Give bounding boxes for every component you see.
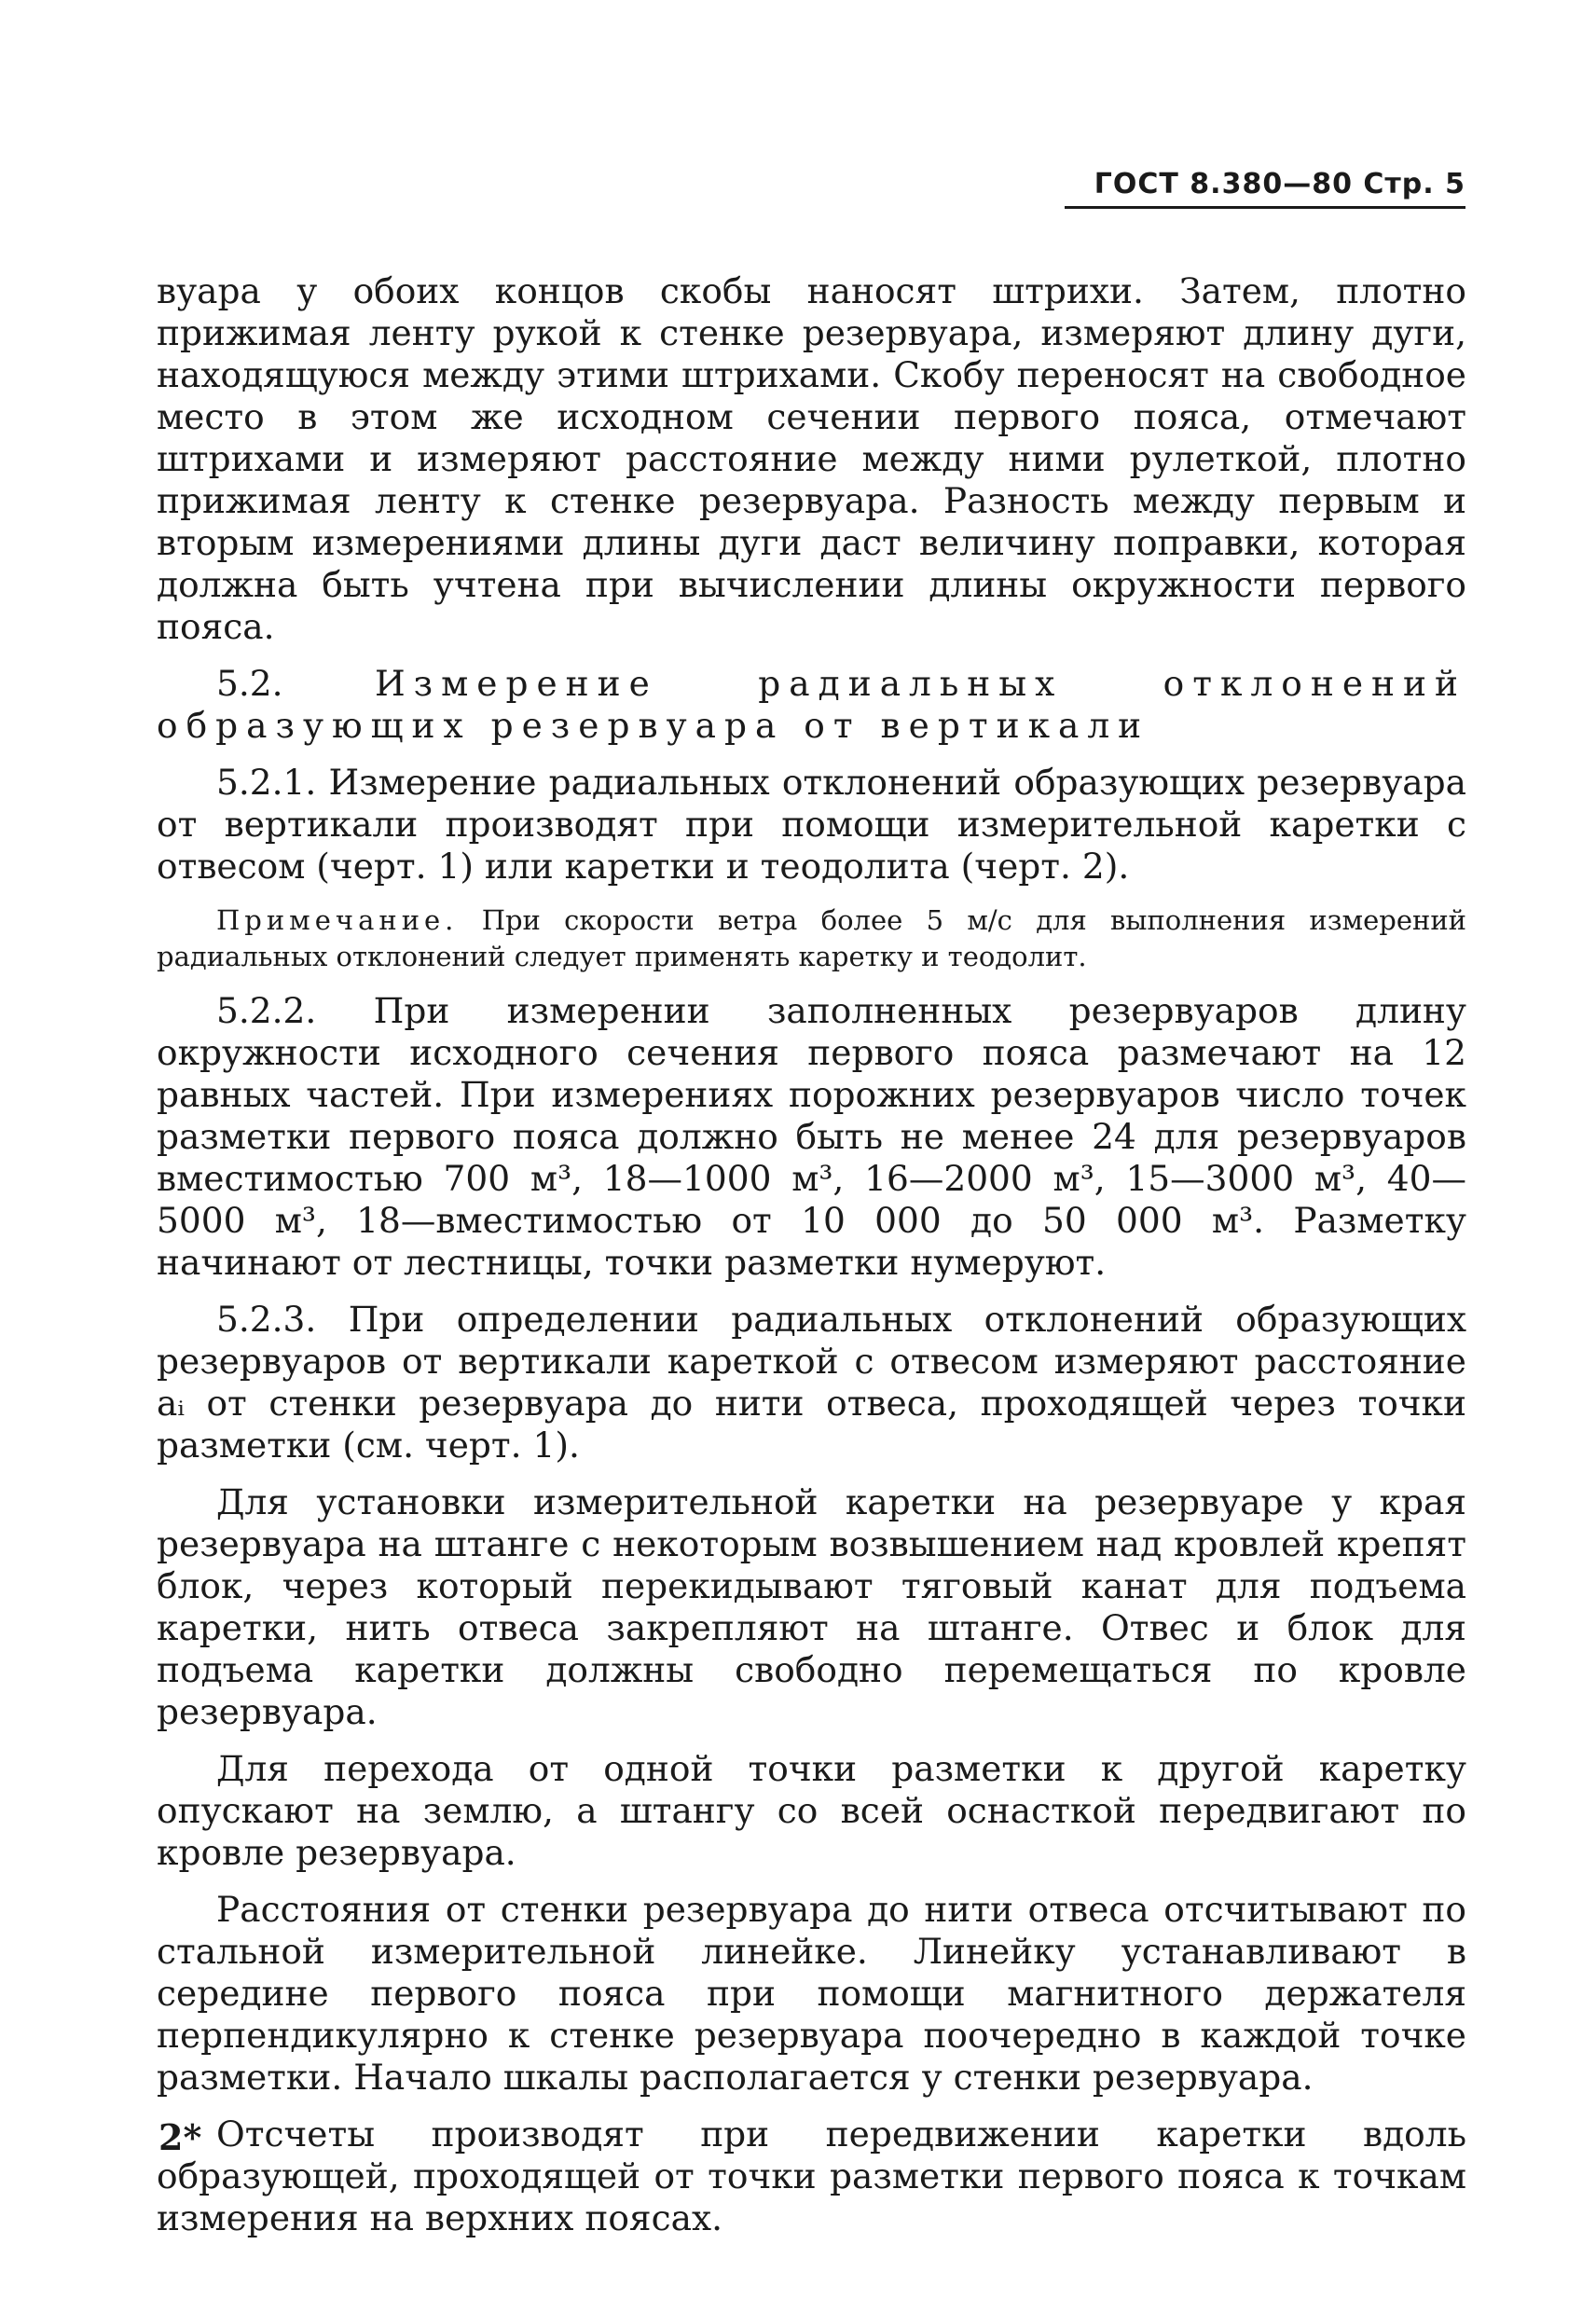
page-body [157, 270, 1466, 2254]
page-number: Стр. 5 [1363, 168, 1465, 200]
paragraph-readings: Отсчеты производят при передвижении каретки вдоль образующей, проходящей от точки разметки первого пояса к точкам измерения на верхних поясах. [157, 2113, 1466, 2238]
note-text: При скорости ветра более 5 м/с для выполнения измерений радиальных отклонений следует применять каретку и теодолит. [157, 904, 1466, 972]
page-header [1065, 168, 1465, 209]
section-number: 5.2. [216, 663, 283, 704]
header-text [1065, 168, 1465, 200]
section-title: Измерение радиальных отклонений образующих резервуара от вертикали [157, 663, 1467, 746]
header-rule [1065, 206, 1465, 209]
paragraph-movement: Для перехода от одной точки разметки к другой каретку опускают на землю, а штангу со всей оснасткой передвигают по кровле резервуара. [157, 1748, 1466, 1873]
note [157, 902, 1466, 975]
paragraph-distance: Расстояния от стенки резервуара до нити отвеса отсчитывают по стальной измерительной линейке. Линейку устанавливают в середине первого пояса при помощи магнитного держателя перпендикулярно к стенке резервуара поочередно в каждой точке разметки. Начало шкалы располагается у стенки резервуара. [157, 1889, 1466, 2098]
paragraph-5-2-2: 5.2.2. При измерении заполненных резервуаров длину окружности исходного сечения первого пояса размечают на 12 равных частей. При измерениях порожних резервуаров число точек разметки первого пояса должно быть не менее 24 для резервуаров вместимостью 700 м³, 18—1000 м³, 16—2000 м³, 15—3000 м³, 40—5000 м³, 18—вместимостью от 10 000 до 50 000 м³. Разметку начинают от лестницы, точки разметки нумеруют. [157, 990, 1466, 1283]
paragraph-installation: Для установки измерительной каретки на резервуаре у края резервуара на штанге с некоторым возвышением над кровлей крепят блок, через который перекидывают тяговый канат для подъема каретки, нить отвеса закрепляют на штанге. Отвес и блок для подъема каретки должны свободно перемещаться по кровле резервуара. [157, 1481, 1466, 1732]
paragraph-5-2-3: 5.2.3. При определении радиальных отклонений образующих резервуаров от вертикали кареткой с отвесом измеряют расстояние aᵢ от стенки резервуара до нити отвеса, проходящей через точки разметки (см. черт. 1). [157, 1299, 1466, 1466]
paragraph-continuation: вуара у обоих концов скобы наносят штрихи. Затем, плотно прижимая ленту рукой к стенке резервуара, измеряют длину дуги, находящуюся между этими штрихами. Скобу переносят на свободное место в этом же исходном сечении первого пояса, отмечают штрихами и измеряют расстояние между ними рулеткой, плотно прижимая ленту к стенке резервуара. Разность между первым и вторым измерениями длины дуги даст величину поправки, которая должна быть учтена при вычислении длины окружности первого пояса. [157, 270, 1466, 647]
signature-mark: 2* [158, 2116, 202, 2158]
section-heading-5-2 [157, 663, 1466, 747]
paragraph-5-2-1: 5.2.1. Измерение радиальных отклонений образующих резервуара от вертикали производят при помощи измерительной каретки с отвесом (черт. 1) или каретки и теодолита (черт. 2). [157, 762, 1466, 887]
document-id: ГОСТ 8.380—80 [1094, 168, 1353, 200]
note-label: Примечание. [216, 904, 459, 936]
